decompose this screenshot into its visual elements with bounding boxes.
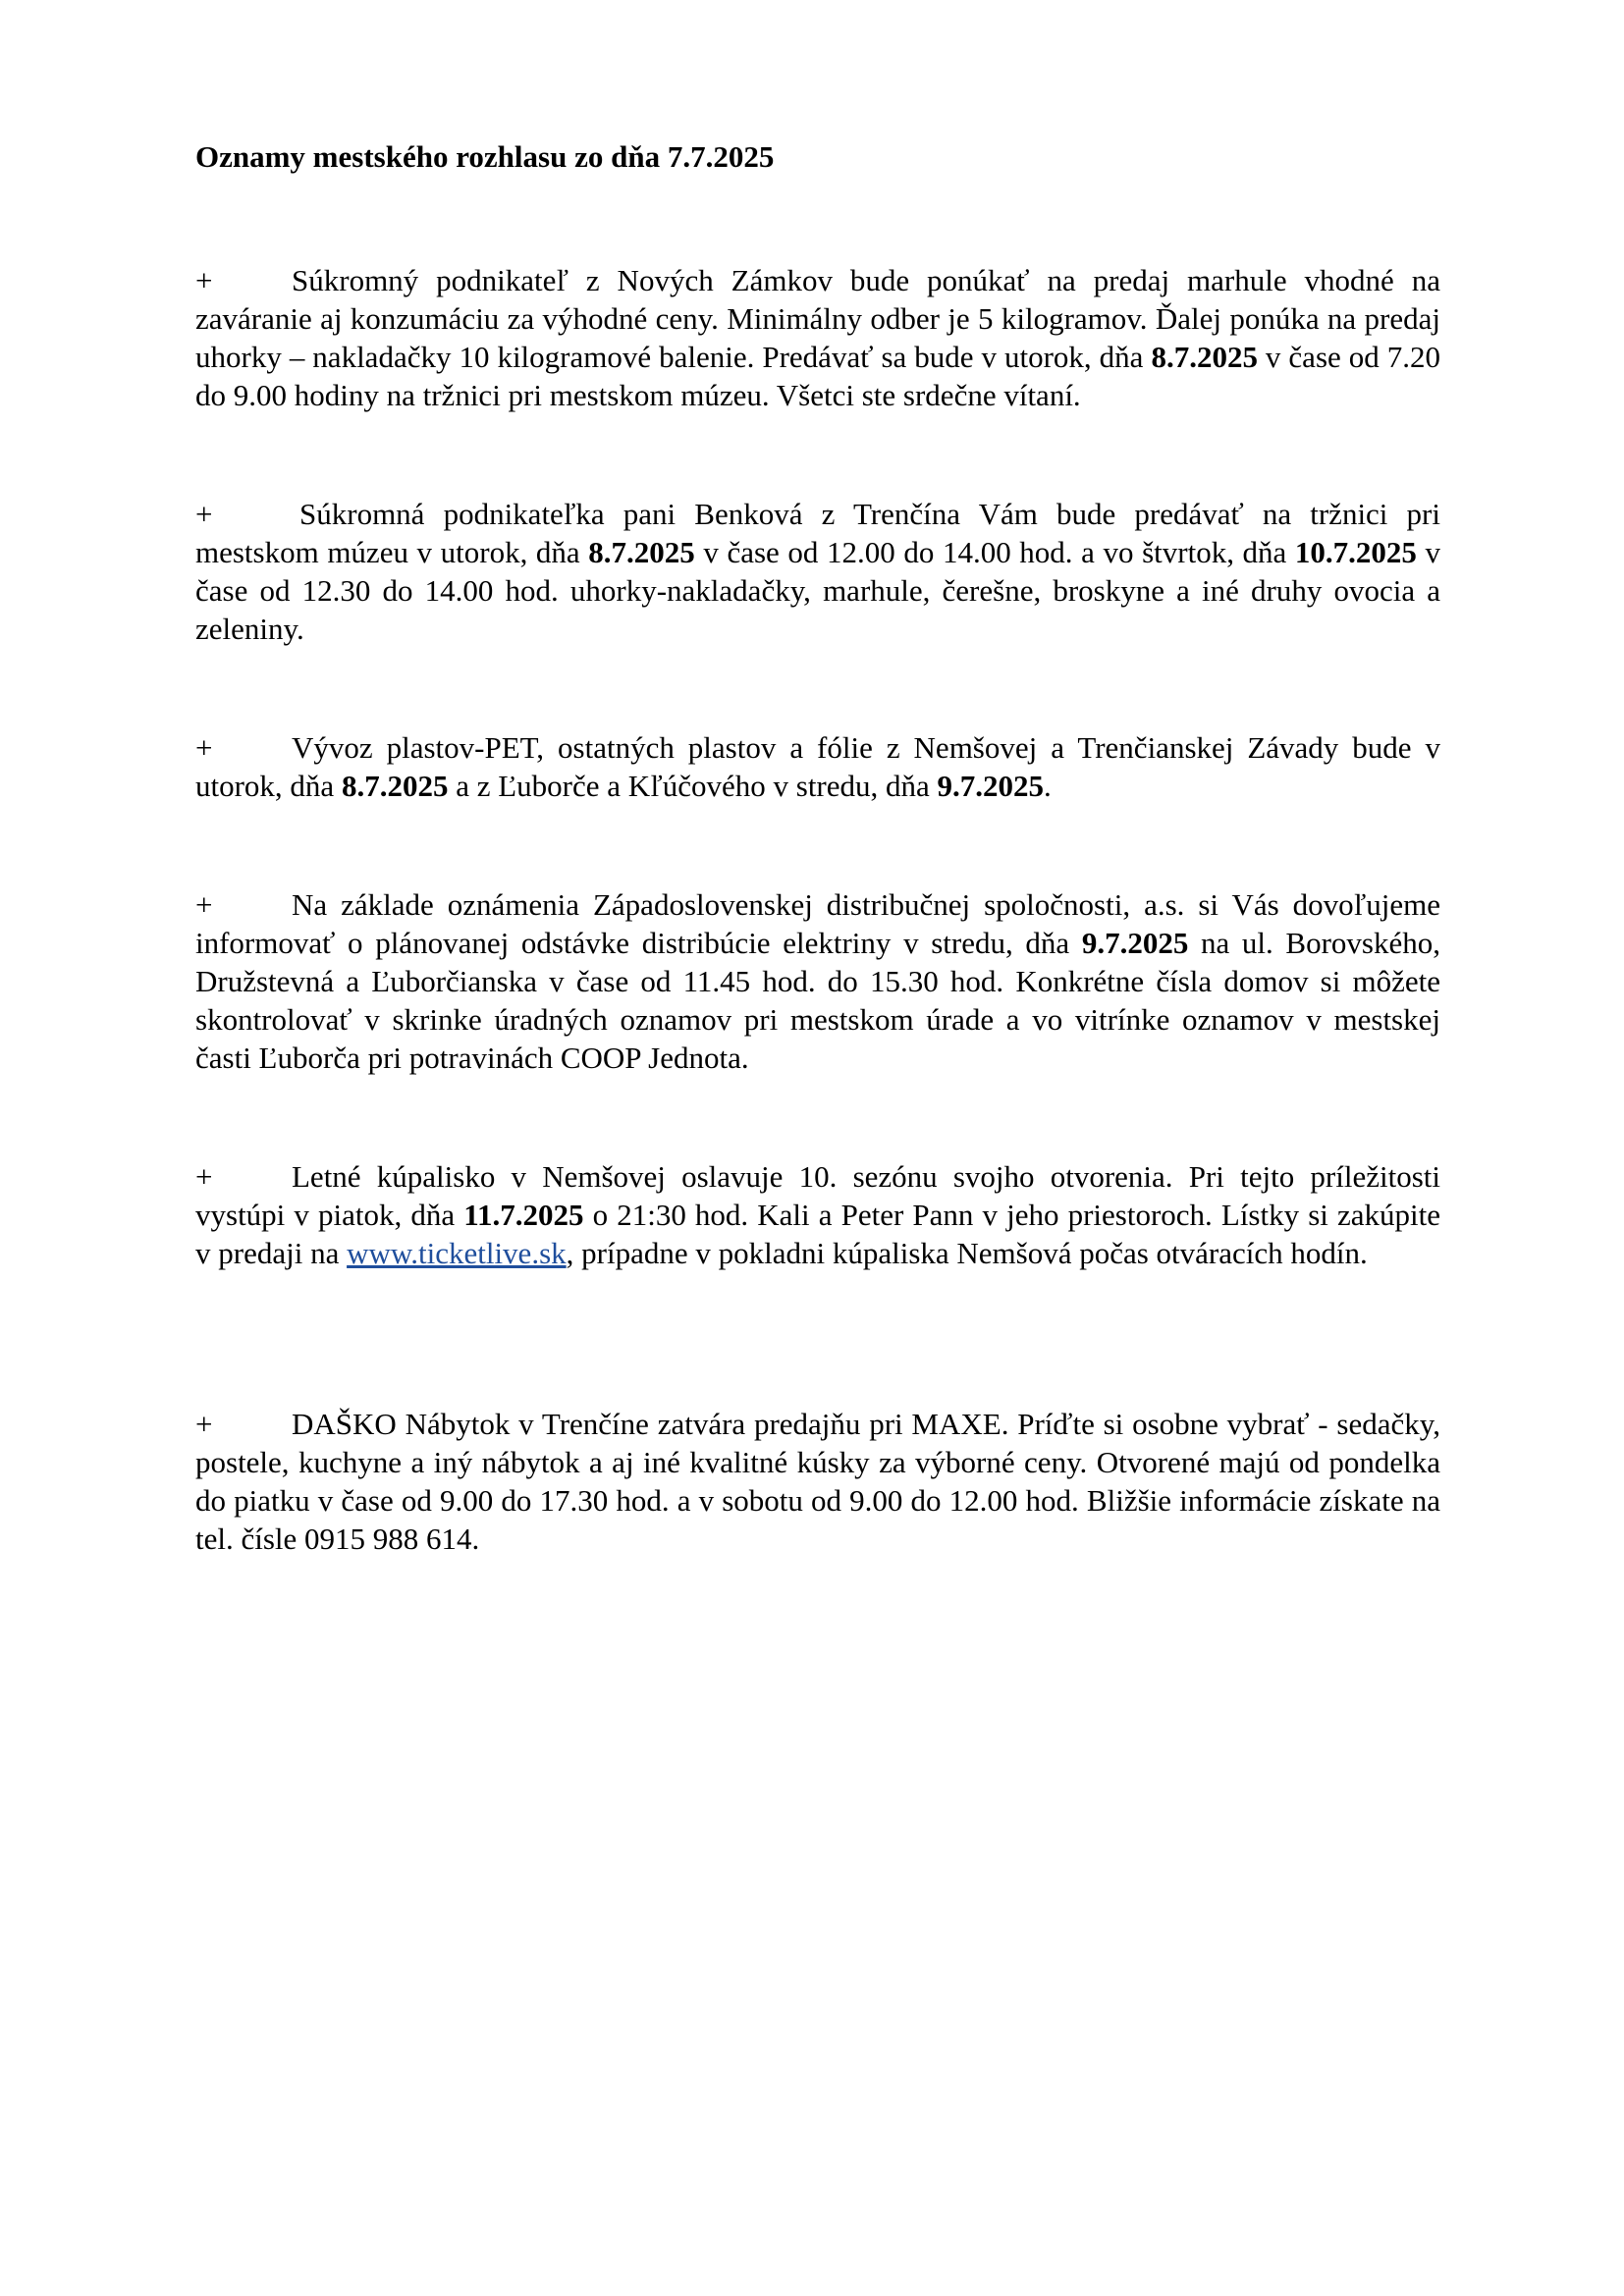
announcement-text: Vývoz plastov-PET, ostatných plastov a fólie z Nemšovej a Trenčianskej Závady bude v utorok, dňa [195,730,1440,803]
bullet-marker: + [195,1407,213,1441]
bullet-marker: + [195,730,213,765]
announcement-text: Súkromná podnikateľka pani Benková z Trenčína Vám bude predávať na tržnici pri mestskom múzeu v utorok, dňa [195,497,1440,569]
announcement-text: v čase od 7.20 do 9.00 hodiny na tržnici pri mestskom múzeu. Všetci ste srdečne vítaní. [195,340,1440,412]
announcement-date: 8.7.2025 [588,535,695,569]
announcement-date: 8.7.2025 [341,769,449,803]
announcement-date: 9.7.2025 [1081,926,1189,960]
announcement-text: , prípadne v pokladni kúpaliska Nemšová počas otváracích hodín. [566,1236,1368,1270]
announcement-date: 8.7.2025 [1151,340,1258,374]
ticket-website-link[interactable]: www.ticketlive.sk [347,1236,567,1270]
announcement-text: Letné kúpalisko v Nemšovej oslavuje 10. sezónu svojho otvorenia. Pri tejto príležitosti vystúpi v piatok, dňa [195,1159,1440,1232]
announcement-item [195,495,1440,648]
announcement-text: na ul. Borovského, Družstevná a Ľuborčianska v čase od 11.45 hod. do 15.30 hod. Konkrétne čísla domov si môžete skontrolovať v skrinke úradných oznamov pri mestskom úrade a vo vitrínke oznamov v mestskej časti Ľuborča pri potravinách COOP Jednota. [195,926,1440,1075]
announcement-text: v čase od 12.00 do 14.00 hod. a vo štvrtok, dňa [694,535,1295,569]
bullet-marker: + [195,887,213,922]
announcement-item [195,261,1440,414]
announcement-text: v čase od 12.30 do 14.00 hod. uhorky-nakladačky, marhule, čerešne, broskyne a iné druhy ovocia a zeleniny. [195,535,1440,646]
announcement-text: a z Ľuborče a Kľúčového v stredu, dňa [448,769,938,803]
announcement-item [195,885,1440,1077]
document-title: Oznamy mestského rozhlasu zo dňa 7.7.2025 [195,139,775,174]
announcement-text: o 21:30 hod. Kali a Peter Pann v jeho priestoroch. Lístky si zakúpite v predaji na [195,1198,1440,1270]
bullet-marker: + [195,263,213,297]
announcement-text: . [1044,769,1052,803]
announcement-text: DAŠKO Nábytok v Trenčíne zatvára predajňu pri MAXE. Príďte si osobne vybrať - sedačky, postele, kuchyne a iný nábytok a aj iné kvalitné kúsky za výborné ceny. Otvorené majú od pondelka do piatku v čase od 9.00 do 17.30 hod. a v sobotu od 9.00 do 12.00 hod. Bližšie informácie získate na tel. čísle 0915 988 614. [195,1407,1440,1556]
announcement-item [195,1157,1440,1272]
announcement-item [195,728,1440,805]
announcement-text: Na základe oznámenia Západoslovenskej distribučnej spoločnosti, a.s. si Vás dovoľujeme informovať o plánovanej odstávke distribúcie elektriny v stredu, dňa [195,887,1440,960]
announcement-text: Súkromný podnikateľ z Nových Zámkov bude ponúkať na predaj marhule vhodné na zaváranie aj konzumáciu za výhodné ceny. Minimálny odber je 5 kilogramov. Ďalej ponúka na predaj uhorky – nakladačky 10 kilogramové balenie. Predávať sa bude v utorok, dňa [195,263,1440,374]
announcement-date: 9.7.2025 [937,769,1045,803]
announcement-date: 11.7.2025 [463,1198,584,1232]
announcement-item [195,1405,1440,1558]
announcement-date: 10.7.2025 [1294,535,1417,569]
bullet-marker: + [195,497,213,531]
bullet-marker: + [195,1159,213,1194]
